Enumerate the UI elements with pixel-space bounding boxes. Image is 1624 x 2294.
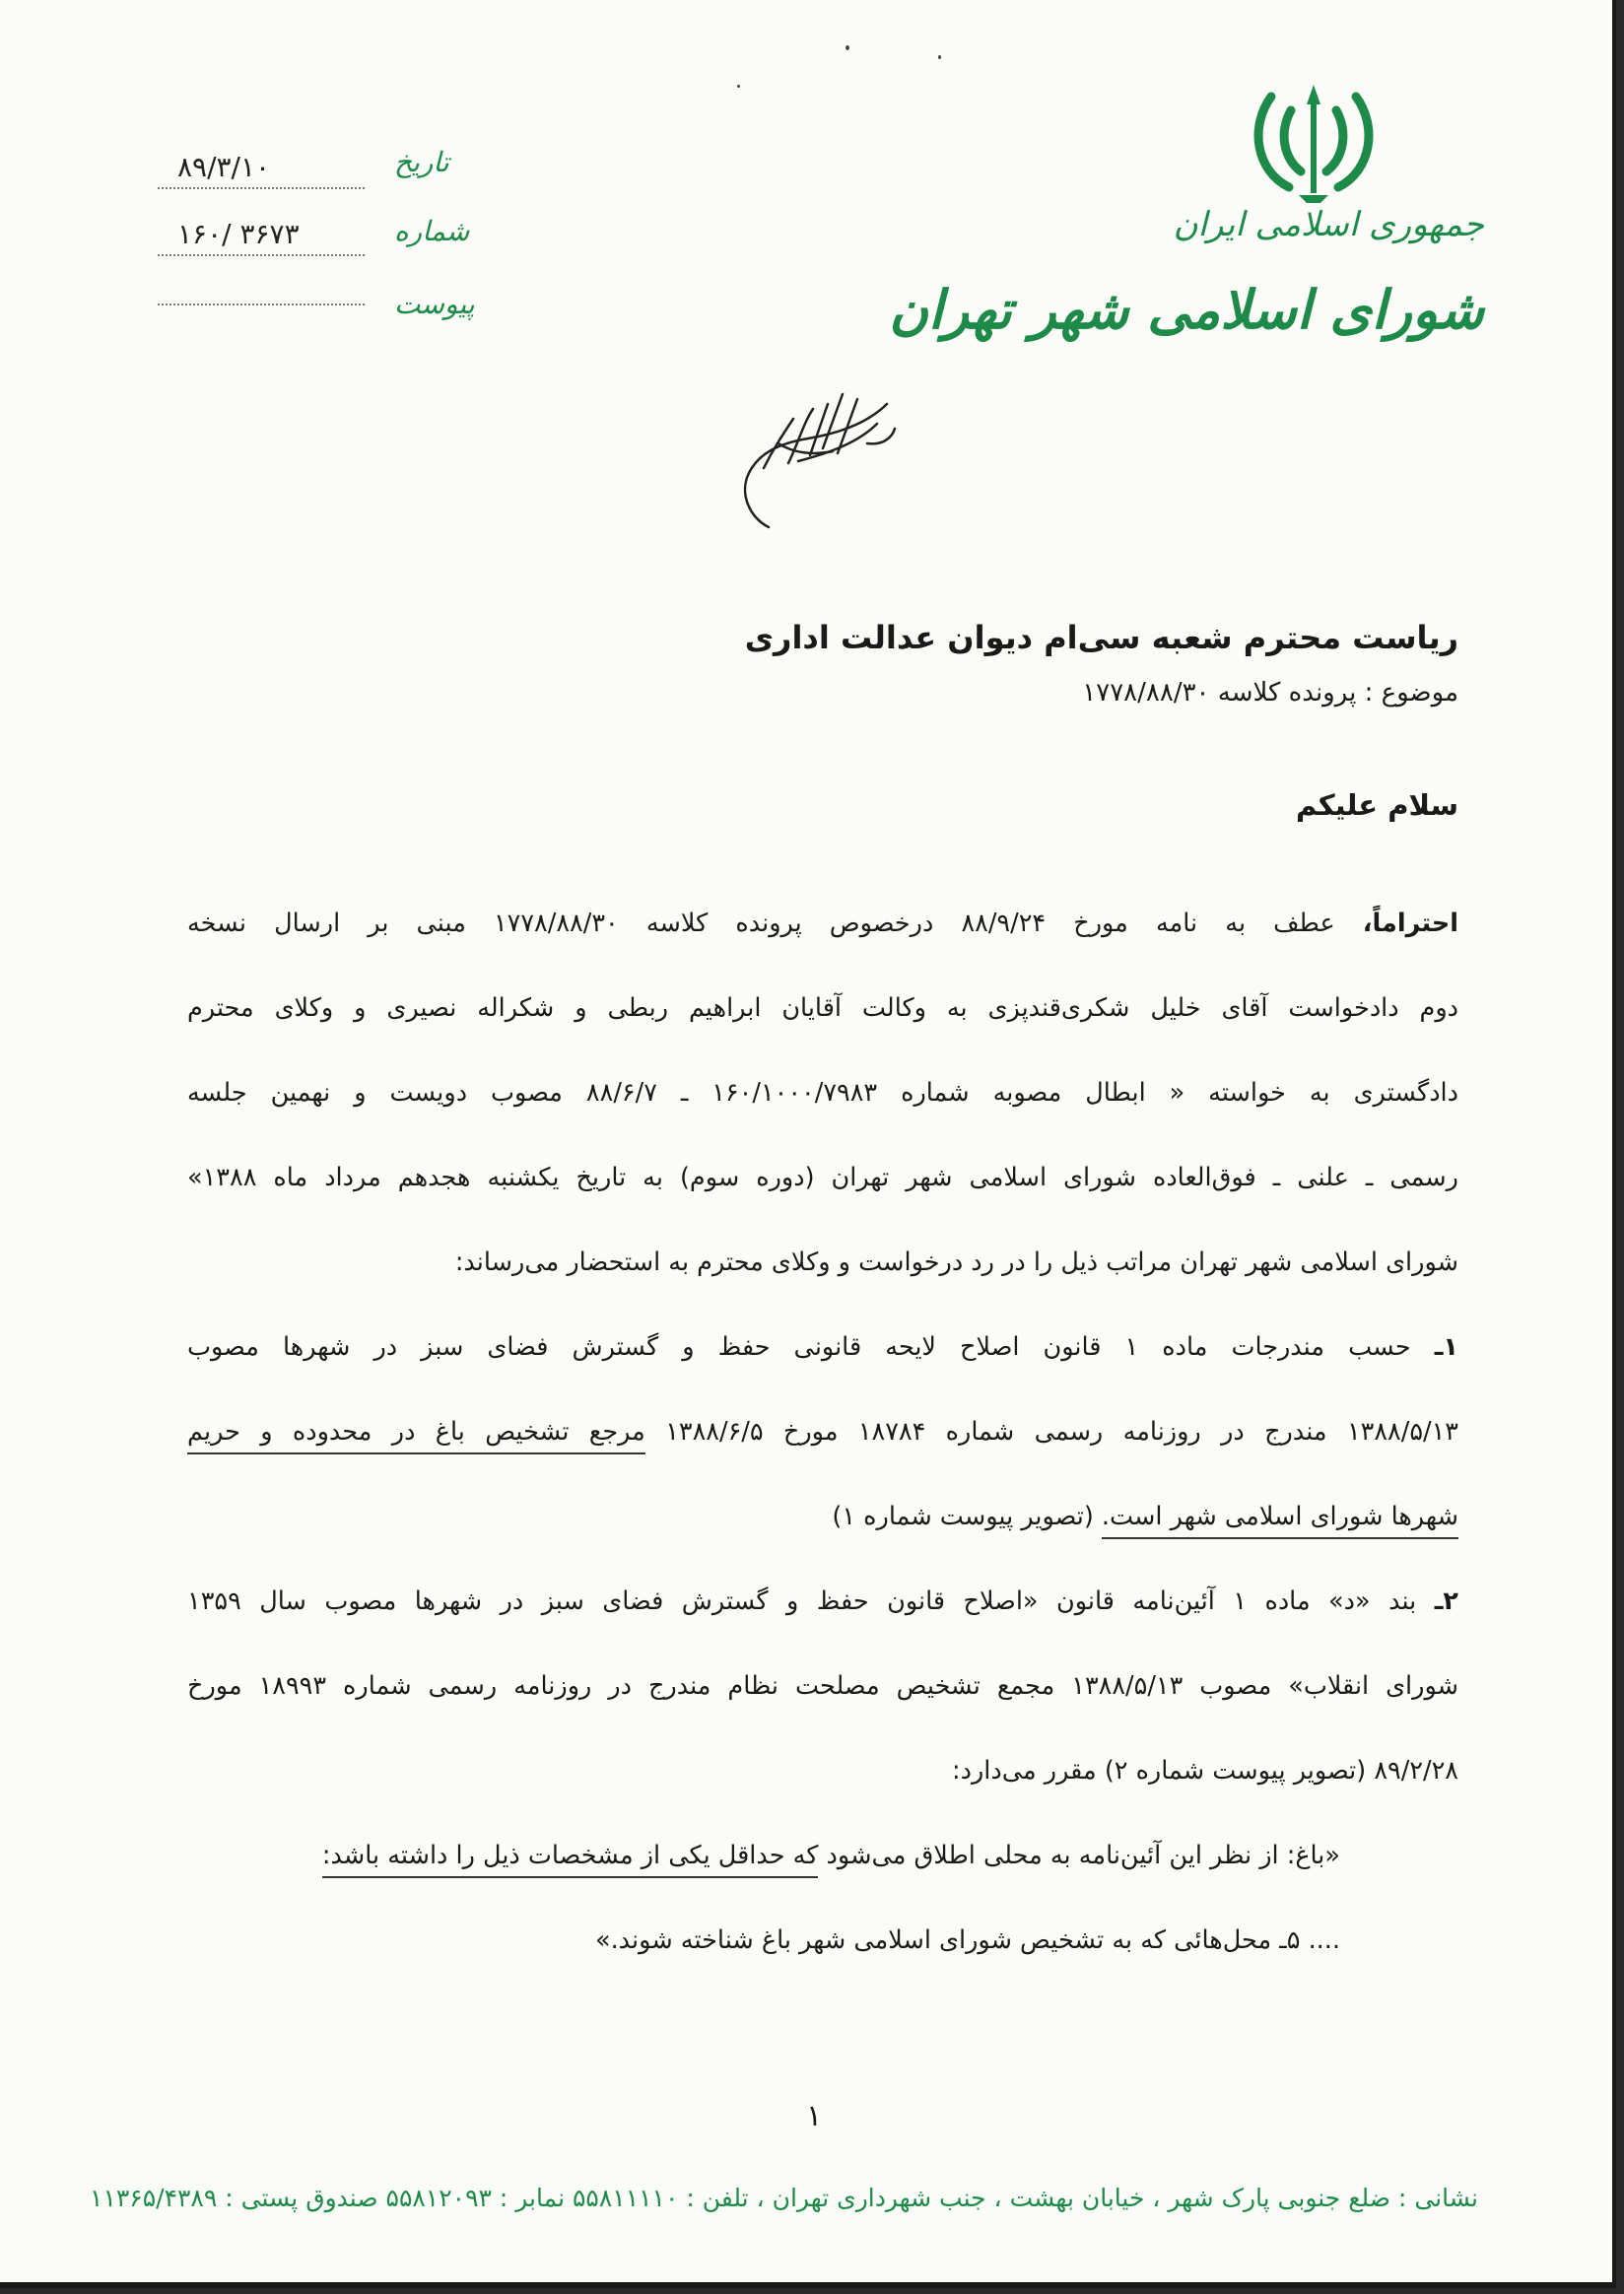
quote-line: .... ۵ـ محل‌هائی که به تشخیص شورای اسلامی شهر باغ شناخته شوند.» [594,1925,1340,1955]
basmala-calligraphy [719,384,907,532]
underlined-text: شهرها شورای اسلامی شهر است. [1102,1502,1458,1539]
footer-address: نشانی : ضلع جنوبی پارک شهر ، خیابان بهشت ، جنب شهرداری تهران ، تلفن : ۵۵۸۱۱۱۱۰ نمابر : ۵۵۸۱۲۰۹۳ صندوق پستی : ۱۱۳۶۵/۴۳۸۹ [90,2184,1478,2212]
page-number: ۱ [806,2099,823,2133]
number-label: شماره [394,215,470,247]
body-line: شورای انقلاب» مصوب ۱۳۸۸/۵/۱۳ مجمع تشخیص مصلحت نظام مندرج در روزنامه رسمی شماره ۱۸۹۹۳ مورخ [187,1671,1458,1701]
scan-speck [737,85,740,88]
body-line: ۸۹/۲/۲۸ (تصویر پیوست شماره ۲) مقرر می‌دارد: [952,1756,1458,1786]
body-line: دادگستری به خواسته « ابطال مصوبه شماره ۱۶۰/۱۰۰۰/۷۹۸۳ ـ ۸۸/۶/۷ مصوب دویست و نهمین جلسه [187,1078,1458,1108]
body-line: ۱۳۸۸/۵/۱۳ مندرج در روزنامه رسمی شماره ۱۸۷۸۴ مورخ ۱۳۸۸/۶/۵ مرجع تشخیص باغ در محدوده و حریم [187,1417,1458,1460]
body-line: شورای اسلامی شهر تهران مراتب ذیل را در رد درخواست و وکلای محترم به استحضار می‌رساند: [454,1248,1458,1277]
date-field [158,148,365,189]
subject: موضوع : پرونده کلاسه ۱۷۷۸/۸۸/۳۰ [1082,678,1458,708]
body-line: رسمی ـ علنی ـ فوق‌العاده شورای اسلامی شهر تهران (دوره سوم) به تاریخ یکشنبه هجدهم مرداد ماه ۱۳۸۸» [187,1163,1458,1192]
date-label: تاریخ [394,146,449,178]
attachment-label: پیوست [394,288,475,320]
scan-speck [846,45,849,50]
number-field [158,215,365,256]
greeting: سلام علیکم [1296,788,1458,822]
body-line: احتراماً، عطف به نامه مورخ ۸۸/۹/۲۴ درخصوص پرونده کلاسه ۱۷۷۸/۸۸/۳۰ مبنی بر ارسال نسخه [187,909,1458,938]
underlined-text: که حداقل یکی از مشخصات ذیل را داشته باشد: [322,1841,819,1878]
scan-speck [938,55,941,59]
date-value: ۸۹/۳/۱۰ [177,151,271,183]
number-value: ۱۶۰/ ۳۶۷۳ [177,218,300,250]
underlined-text: مرجع تشخیص باغ در محدوده و حریم [187,1417,645,1454]
body-line: ۲ـ بند «د» ماده ۱ آئین‌نامه قانون «اصلاح قانون حفظ و گسترش فضای سبز در شهرها مصوب سال ۱۳۵۹ [187,1586,1458,1616]
body-line: دوم دادخواست آقای خلیل شکری‌قندپزی به وکالت آقایان ابراهیم ربطی و شکراله نصیری و وکلای محترم [187,993,1458,1023]
recipient: ریاست محترم شعبه سی‌ام دیوان عدالت اداری [744,619,1458,656]
republic-name: جمهوری اسلامی ایران [1173,205,1484,244]
body-line: شهرها شورای اسلامی شهر است. (تصویر پیوست شماره ۱) [187,1502,1458,1545]
body-line: ۱ـ حسب مندرجات ماده ۱ قانون اصلاح لایحه قانونی حفظ و گسترش فضای سبز در شهرها مصوب [187,1332,1458,1362]
attachment-field [158,264,365,305]
iran-emblem-icon [1250,77,1378,205]
quote-line: «باغ: از نظر این آئین‌نامه به محلی اطلاق می‌شود که حداقل یکی از مشخصات ذیل را داشته باشد: [187,1841,1340,1884]
council-name: شورای اسلامی شهر تهران [889,278,1484,341]
